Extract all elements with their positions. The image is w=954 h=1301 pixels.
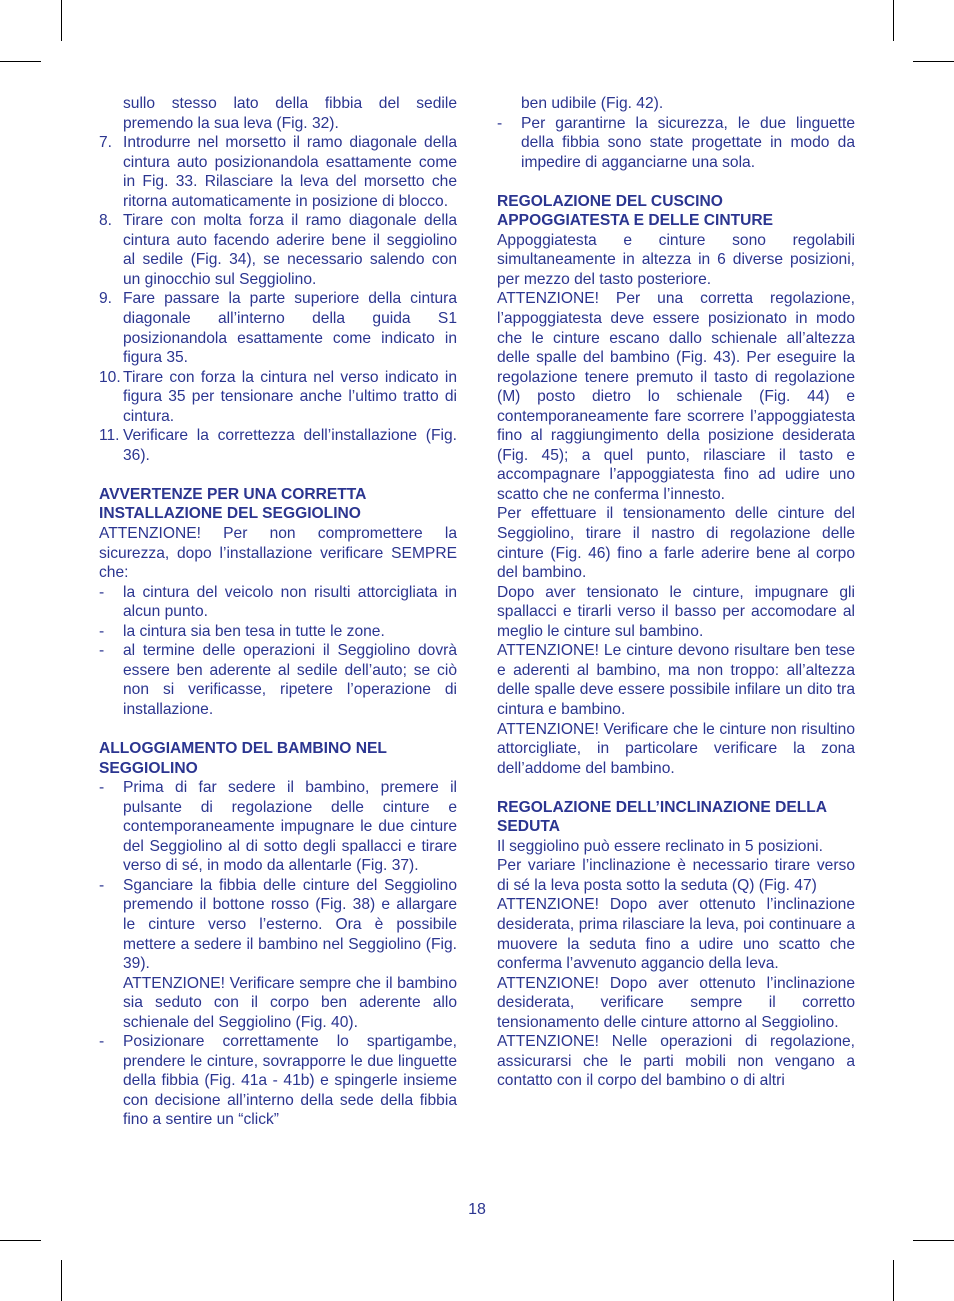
warning-item-text: al termine delle operazioni il Seggiolino dovrà essere ben aderente al sedile dell’auto; se ciò non si verificasse, ripetere l’operazione di installazione. <box>123 642 457 718</box>
buckle-item-text: Per garantirne la sicurezza, le due linguette della fibbia sono state progettate in modo da impedire di agganciarne una sola. <box>521 114 855 171</box>
dash-bullet: - <box>497 114 503 132</box>
step-number: 8. <box>99 212 113 230</box>
child-item <box>99 1032 457 1130</box>
step-9 <box>99 289 457 367</box>
headrest-paragraph: ATTENZIONE! Verificare che le cinture non risultino attorcigliate, in particolare verificare la zona dell’addome del bambino. <box>497 720 855 777</box>
warning-item-text: la cintura sia ben tesa in tutte le zone. <box>123 622 385 640</box>
crop-mark <box>893 0 894 41</box>
warning-item <box>99 583 457 622</box>
crop-mark <box>61 0 62 41</box>
step-10 <box>99 368 457 427</box>
step-text: Introdurre nel morsetto il ramo diagonale della cintura auto posizionandola esattamente come in Fig. 33. Rilasciare la leva del morsetto che ritorna automaticamente in posizione di blocco. <box>123 134 457 210</box>
step-number: 11. <box>99 427 120 445</box>
child-item-text: Prima di far sedere il bambino, premere il pulsante di regolazione delle cinture e contemporaneamente impugnare le due cinture del Seggiolino al di sotto degli spallacci e tirare verso di sé, in modo da allentarle (Fig. 37). <box>123 779 457 875</box>
recline-paragraph: ATTENZIONE! Dopo aver ottenuto l’inclinazione desiderata, prima rilasciare la leva, poi continuare a muovere la seduta fino a udire uno scatto che conferma l’avvenuto aggancio della leva. <box>497 896 855 973</box>
warning-item <box>99 641 457 719</box>
dash-bullet: - <box>99 622 105 640</box>
step-text: Fare passare la parte superiore della cintura diagonale all’interno della guida S1 posizionandola esattamente come indicato in figura 35. <box>123 290 457 367</box>
right-column <box>497 94 855 1091</box>
recline-paragraph: Per variare l’inclinazione è necessario tirare verso di sé la leva posta sotto la seduta (Q) (Fig. 47) <box>497 857 855 894</box>
section-heading-child: ALLOGGIAMENTO DEL BAMBINO NEL SEGGIOLINO <box>99 740 387 777</box>
step-text: Tirare con forza la cintura nel verso indicato in figura 35 per tensionare anche l’ultimo tratto di cintura. <box>123 368 457 425</box>
continued-step-text: sullo stesso lato della fibbia del sedile premendo la sua leva (Fig. 32). <box>123 95 457 132</box>
crop-mark <box>913 1240 954 1241</box>
section-heading-headrest: REGOLAZIONE DEL CUSCINO APPOGGIATESTA E DELLE CINTURE <box>497 192 774 230</box>
step-11 <box>99 426 457 465</box>
dash-bullet: - <box>99 1033 105 1051</box>
recline-paragraph: ATTENZIONE! Nelle operazioni di regolazione, assicurarsi che le parti mobili non vengano a contatto con il corpo del bambino o di altri <box>497 1033 855 1090</box>
step-8 <box>99 211 457 289</box>
step-text: Tirare con molta forza il ramo diagonale della cintura auto facendo aderire bene il seggiolino al sedile (Fig. 34), se necessario salendo con un ginocchio sul Seggiolino. <box>123 212 457 288</box>
crop-mark <box>913 61 954 62</box>
continued-item-text: ben udibile (Fig. 42). <box>521 95 664 112</box>
page-number: 18 <box>468 1201 486 1218</box>
recline-paragraph: Il seggiolino può essere reclinato in 5 posizioni. <box>497 837 823 855</box>
crop-mark <box>61 1260 62 1301</box>
step-number: 7. <box>99 134 113 152</box>
dash-bullet: - <box>99 876 105 894</box>
child-note: ATTENZIONE! Verificare sempre che il bambino sia seduto con il corpo ben aderente allo schienale del Seggiolino (Fig. 40). <box>123 974 457 1031</box>
dash-bullet: - <box>99 642 105 660</box>
left-column <box>99 94 457 1130</box>
recline-paragraph: ATTENZIONE! Dopo aver ottenuto l’inclinazione desiderata, verificare sempre il corretto tensionamento delle cinture attorno al Seggiolino. <box>497 974 855 1031</box>
dash-bullet: - <box>99 779 105 797</box>
headrest-paragraph: Dopo aver tensionato le cinture, impugnare gli spallacci e tirarli verso il basso per accomodare al meglio le cinture sul bambino. <box>497 583 855 640</box>
child-item <box>99 876 457 974</box>
child-item-text: Posizionare correttamente lo spartigambe, prendere le cinture, sovrapporre le due linguette della fibbia (Fig. 41a - 41b) e spingerle insieme con decisione all’interno della sede della fibbia fino a sentire un “click” <box>123 1033 457 1129</box>
step-number: 10. <box>99 368 121 386</box>
warning-item <box>99 622 457 642</box>
headrest-paragraph: Appoggiatesta e cinture sono regolabili simultaneamente in altezza in 6 diverse posizioni, per mezzo del tasto posteriore. <box>497 231 855 288</box>
child-item-text: Sganciare la fibbia delle cinture del Seggiolino premendo il bottone rosso (Fig. 38) e allargare le cinture verso l’esterno. Ora è possibile mettere a sedere il bambino nel Seggiolino (Fig. 39). <box>123 876 457 973</box>
warning-paragraph: ATTENZIONE! Per non compromettere la sicurezza, dopo l’installazione verificare SEMPRE che: <box>99 525 457 582</box>
headrest-paragraph: ATTENZIONE! Le cinture devono risultare ben tese e aderenti al bambino, ma non troppo: all’altezza delle spalle deve essere possibile infilare un dito tra cintura e bambino. <box>497 642 855 718</box>
step-text: Verificare la correttezza dell’installazione (Fig. 36). <box>123 427 457 464</box>
warning-item-text: la cintura del veicolo non risulti attorcigliata in alcun punto. <box>123 583 457 621</box>
step-number: 9. <box>99 290 113 308</box>
dash-bullet: - <box>99 583 105 601</box>
section-heading-recline: REGOLAZIONE DELL’INCLINAZIONE DELLA SEDUTA <box>497 798 827 836</box>
section-heading-warnings: AVVERTENZE PER UNA CORRETTA INSTALLAZIONE DEL SEGGIOLINO <box>99 485 366 523</box>
crop-mark <box>0 61 41 62</box>
headrest-paragraph: ATTENZIONE! Per una corretta regolazione, l’appoggiatesta deve essere posizionato in modo che le cinture escano dallo schienale all’altezza delle spalle del bambino (Fig. 43). Per eseguire la regolazione tenere premuto il tasto di regolazione (M) posto dietro lo schienale (Fig. 44) e contemporaneamente fare scorrere l’appoggiatesta fino al raggiungimento della posizione desiderata (Fig. 45); a quel punto, rilasciare il tasto e accompagnare l’appoggiatesta fino ad udire uno scatto che ne conferma l’innesto. <box>497 290 855 503</box>
step-7 <box>99 133 457 211</box>
crop-mark <box>893 1260 894 1301</box>
headrest-paragraph: Per effettuare il tensionamento delle cinture del Seggiolino, tirare il nastro di regolazione delle cinture (Fig. 46) fino a farle aderire bene al corpo del bambino. <box>497 505 855 582</box>
crop-mark <box>0 1240 41 1241</box>
buckle-item <box>497 114 855 173</box>
child-item <box>99 778 457 876</box>
